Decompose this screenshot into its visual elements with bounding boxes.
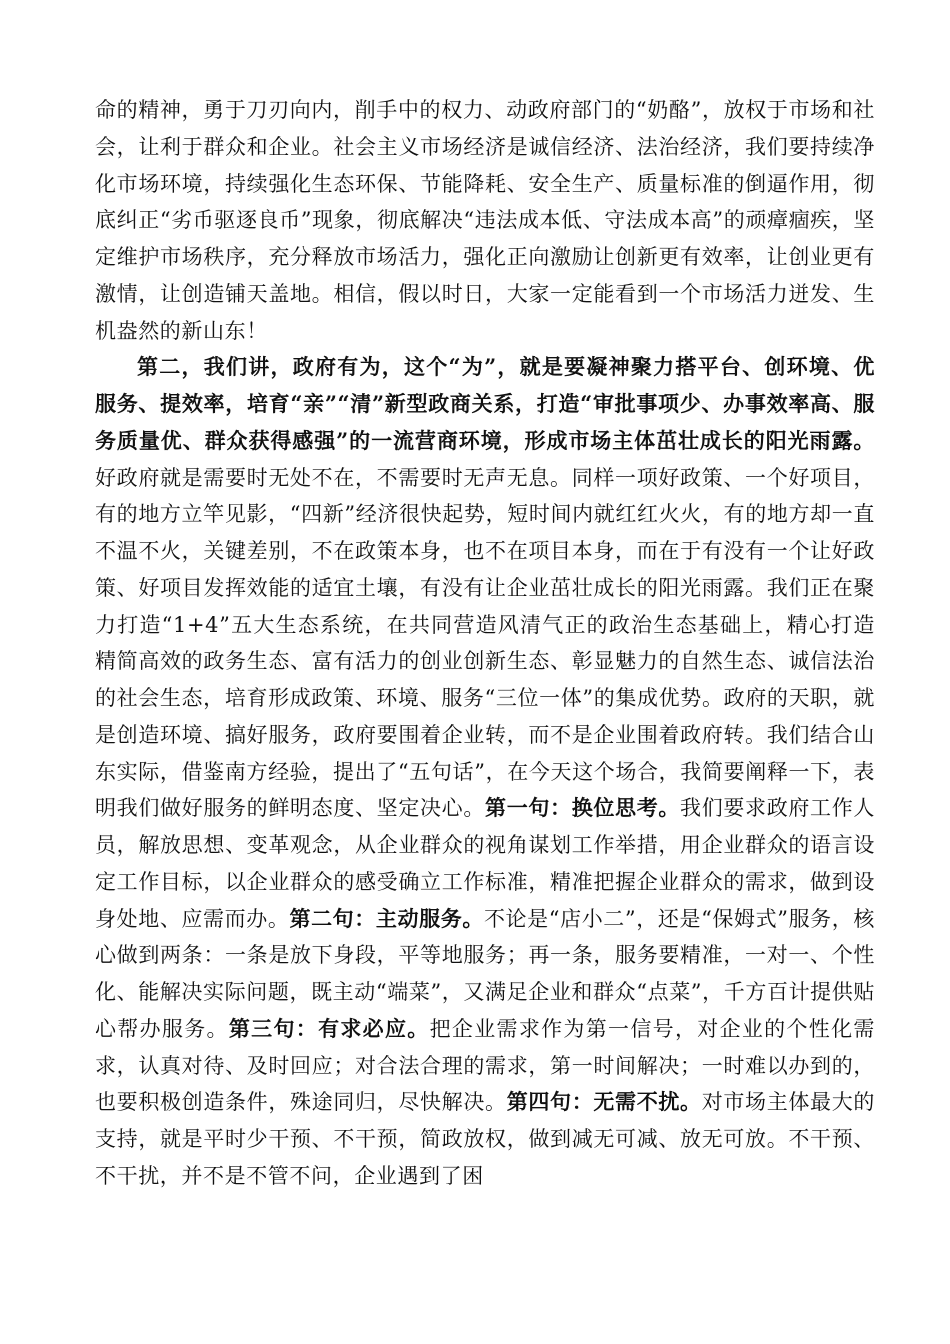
sentence-one-text: 我们要求政府工作人员，解放思想、变革观念，从企业群众的视角谋划工作举措，用企业群众的语言设定工作目标，以企业群众的感受确立工作标准，精准把握企业群众的需求，做到设身处地、应需而办。 <box>95 796 875 931</box>
paragraph-market-vitality <box>95 92 875 349</box>
sentence-four-text: 对市场主体最大的支持，就是平时少干预、不干预，简政放权，做到减无可减、放无可放。不干预、不干扰，并不是不管不问，企业遇到了困 <box>95 1090 875 1188</box>
paragraph-text: 命的精神，勇于刀刃向内，削手中的权力、动政府部门的“奶酪”，放权于市场和社会，让利于群众和企业。社会主义市场经济是诚信经济、法治经济，我们要持续净化市场环境，持续强化生态环保、节能降耗、安全生产、质量标准的倒逼作用，彻底纠正“劣币驱逐良币”现象，彻底解决“违法成本低、守法成本高”的顽瘴痼疾，坚定维护市场秩序，充分释放市场活力，强化正向激励让创新更有效率，让创业更有激情，让创造铺天盖地。相信，假以时日，大家一定能看到一个市场活力迸发、生机盎然的新山东！ <box>95 98 875 343</box>
sentence-two-text: 不论是“店小二”，还是“保姆式”服务，核心做到两条：一条是放下身段，平等地服务；再一条，服务要精准，一对一、个性化、能解决实际问题，既主动“端菜”，又满足企业和群众“点菜”，千方百计提供贴心帮办服务。 <box>95 906 875 1041</box>
sentence-three-heading: 第三句：有求必应。 <box>228 1015 430 1041</box>
sentence-one-heading: 第一句：换位思考。 <box>485 795 681 821</box>
sentence-four-heading: 第四句：无需不扰。 <box>506 1089 702 1115</box>
paragraph-text: 好政府就是需要时无处不在，不需要时无声无息。同样一项好政策、一个好项目，有的地方立竿见影，“四新”经济很快起势，短时间内就红红火火，有的地方却一直不温不火，关键差别，不在政策本身，也不在项目本身，而在于有没有一个让好政策、好项目发挥效能的适宜土壤，有没有让企业茁壮成长的阳光雨露。我们正在聚力打造“1+4”五大生态系统，在共同营造风清气正的政治生态基础上，精心打造精简高效的政务生态、富有活力的创业创新生态、彰显魅力的自然生态、诚信法治的社会生态，培育形成政策、环境、服务“三位一体”的集成优势。政府的天职，就是创造环境、搞好服务，政府要围着企业转，而不是企业围着政府转。我们结合山东实际，借鉴南方经验，提出了“五句话”，在今天这个场合，我简要阐释一下，表明我们做好服务的鲜明态度、坚定决心。 <box>95 465 875 821</box>
paragraph-government-role <box>95 349 875 1194</box>
sentence-three-text: 把企业需求作为第一信号，对企业的个性化需求，认真对待、及时回应；对合法合理的需求，第一时间解决；一时难以办到的，也要积极创造条件，殊途同归，尽快解决。 <box>95 1016 875 1115</box>
paragraph-lead-heading: 第二，我们讲，政府有为，这个“为”，就是要凝神聚力搭平台、创环境、优服务、提效率，培育“亲”“清”新型政商关系，打造“审批事项少、办事效率高、服务质量优、群众获得感强”的一流营商环境，形成市场主体茁壮成长的阳光雨露。 <box>95 354 875 453</box>
document-page <box>95 92 875 1195</box>
sentence-two-heading: 第二句：主动服务。 <box>289 905 484 931</box>
